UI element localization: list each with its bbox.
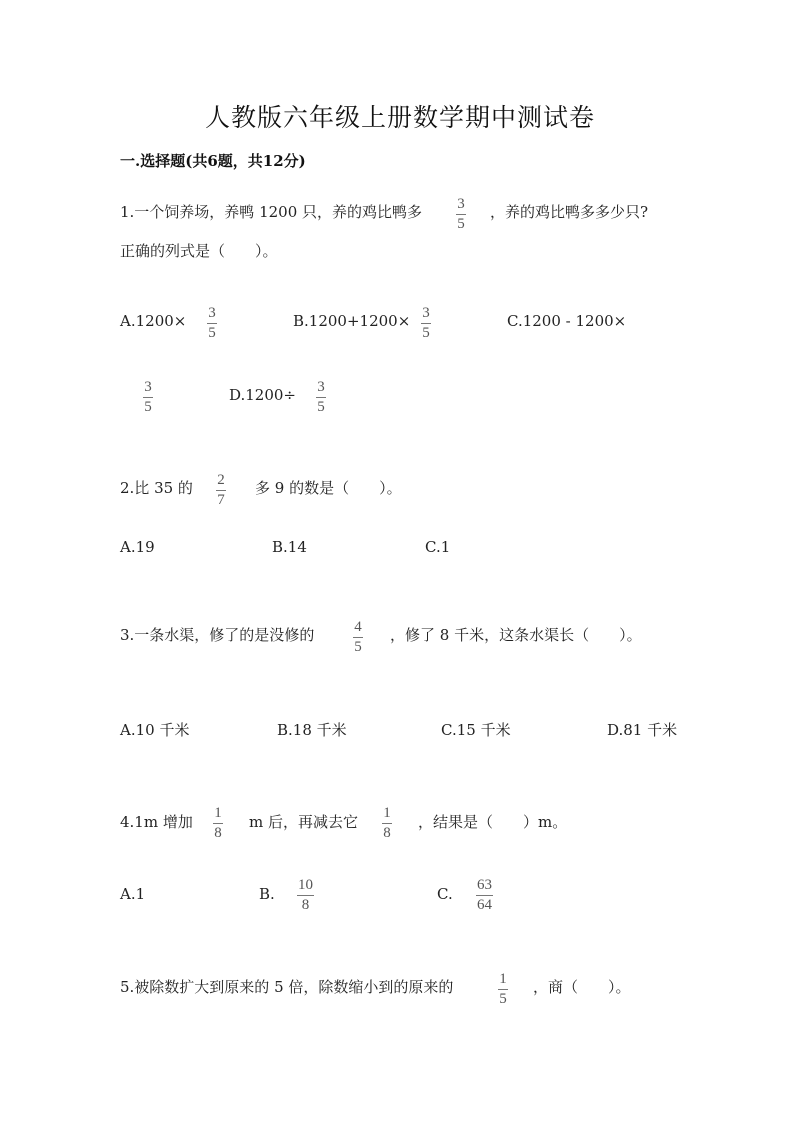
option-b[interactable]: B.1200+1200× (293, 312, 411, 330)
question-text: 3.一条水渠，修了的是没修的 (120, 626, 315, 644)
question-text: ，养的鸡比鸭多多少只? (490, 203, 649, 221)
fraction: 3 5 (457, 196, 465, 232)
question-text: m 后，再减去它 (249, 813, 358, 831)
question-text: ，修了 8 千米，这条水渠长（ ）。 (390, 626, 642, 644)
question-text: 1.一个饲养场，养鸭 1200 只，养的鸡比鸭多 (120, 203, 423, 221)
option-c[interactable]: C. (437, 885, 453, 903)
option-d[interactable]: D.81 千米 (607, 721, 678, 739)
fraction: 3 5 (144, 379, 152, 415)
option-a[interactable]: A.1200× (120, 312, 187, 330)
option-a[interactable]: A.19 (120, 538, 155, 556)
question-text: ，结果是（ ）m。 (418, 813, 568, 831)
option-b[interactable]: B.14 (272, 538, 307, 556)
fraction: 2 7 (217, 472, 225, 508)
fraction: 63 64 (477, 877, 492, 913)
fraction: 1 5 (499, 971, 507, 1007)
fraction: 1 8 (383, 805, 391, 841)
question-text: 4.1m 增加 (120, 813, 193, 831)
fraction: 10 8 (298, 877, 313, 913)
question-text: ，商（ ）。 (533, 978, 631, 996)
fraction: 1 8 (214, 805, 222, 841)
fraction: 3 5 (317, 379, 325, 415)
option-a[interactable]: A.10 千米 (120, 721, 190, 739)
question-text: 2.比 35 的 (120, 479, 193, 497)
option-c[interactable]: C.1200 - 1200× (507, 312, 627, 330)
question-text: 多 9 的数是（ ）。 (255, 479, 402, 497)
fraction: 3 5 (208, 305, 216, 341)
question-text: 5.被除数扩大到原来的 5 倍，除数缩小到的原来的 (120, 978, 454, 996)
fraction: 3 5 (422, 305, 430, 341)
option-c[interactable]: C.15 千米 (441, 721, 511, 739)
fraction: 4 5 (354, 619, 362, 655)
question-text: 正确的列式是（ ）。 (120, 242, 278, 260)
page-title: 人教版六年级上册数学期中测试卷 (204, 103, 595, 132)
option-c[interactable]: C.1 (425, 538, 451, 556)
option-b[interactable]: B. (259, 885, 275, 903)
option-b[interactable]: B.18 千米 (277, 721, 347, 739)
option-a[interactable]: A.1 (120, 885, 146, 903)
option-d[interactable]: D.1200÷ (229, 386, 297, 404)
section-heading: 一.选择题(共6题，共12分) (120, 152, 306, 170)
